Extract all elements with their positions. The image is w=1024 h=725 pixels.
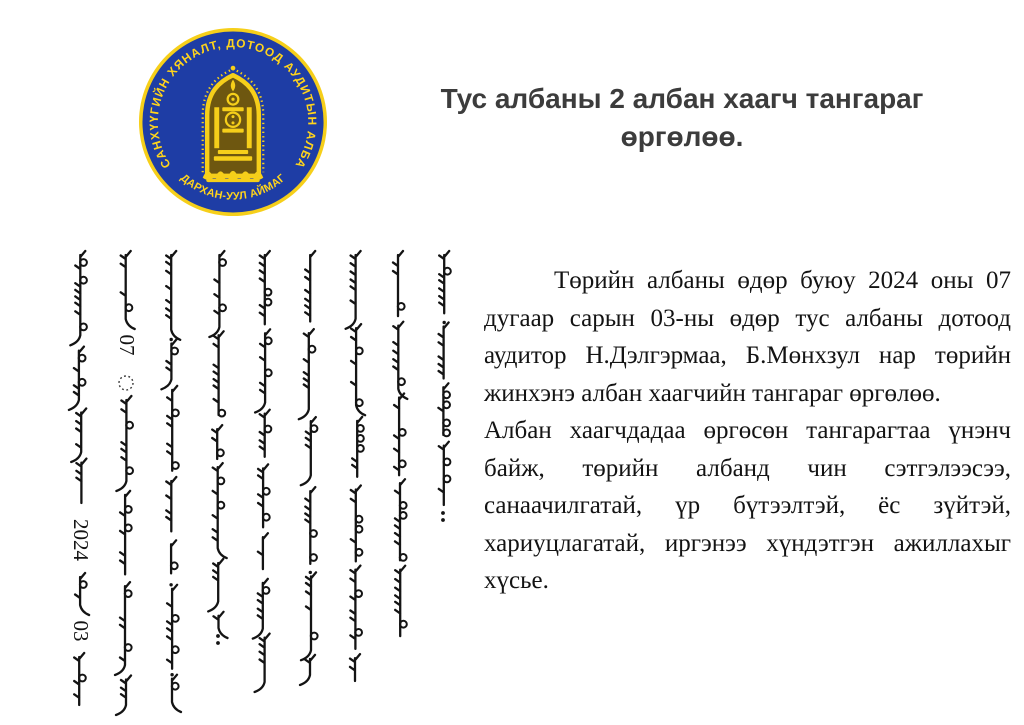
mongol-script-panel [46, 243, 480, 725]
emblem-sun-dot [231, 98, 234, 101]
seal-top-text: САНХҮҮГИЙН ХЯНАЛТ, ДОТООД АУДИТЫН АЛБА [146, 36, 320, 171]
emblem-left-bar [214, 107, 219, 148]
body-paragraph-2: Албан хаагчдадаа өргөсөн тангарагтаа үнэнч байж, төрийн албанд чин сэтгэлээсээ, санаачилгатай, үр бүтээлтэй, ёс зүйтэй, хариуцлагатай, иргэнээ хүндэтгэн ажиллахыг хүсье. [484, 417, 1011, 594]
script-column [253, 251, 272, 692]
script-column [161, 251, 181, 712]
script-column [393, 251, 407, 636]
script-column [299, 251, 318, 685]
agency-seal-logo [138, 26, 328, 218]
lotus-base [206, 179, 259, 183]
script-dotted-circle [119, 376, 133, 390]
emblem-bottom-bar [222, 129, 243, 133]
script-numeral: 2024 [69, 519, 93, 561]
script-column [346, 251, 366, 681]
article-body [484, 262, 1011, 600]
script-numeral: 03 [69, 620, 93, 642]
seal-bottom-text: ДАРХАН-УУЛ АЙМАГ [178, 171, 288, 203]
emblem-top-bar [222, 107, 243, 111]
script-column [438, 251, 450, 522]
emblem-pedestal [218, 150, 248, 154]
script-column [208, 251, 227, 645]
body-paragraph-1: Төрийн албаны өдөр буюу 2024 оны 07 дугаар сарын 03-ны өдөр тус албаны дотоод аудитор Н.Дэлгэрмаа, Б.Мөнхзул нар төрийн жинхэнэ албан хаагчийн тангараг өргөлөө. [484, 267, 1011, 407]
script-column [115, 251, 139, 715]
emblem-yinyang-dot [231, 115, 234, 118]
page-title: Тус албаны 2 албан хаагч тангараг өргөлөө. [440, 83, 924, 152]
script-column [69, 251, 93, 705]
emblem-yinyang-dot [231, 121, 234, 124]
emblem-pedestal [214, 156, 252, 160]
script-numeral: 07 [115, 334, 139, 356]
emblem-right-bar [247, 107, 252, 148]
emblem-finial [231, 66, 236, 71]
